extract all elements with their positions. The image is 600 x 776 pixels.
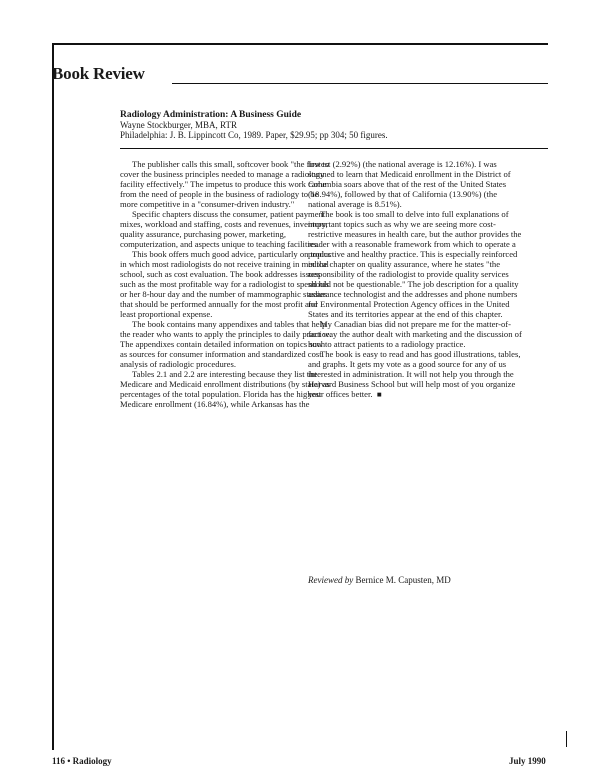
paragraph: This book offers much good advice, particularly on topics in which most radiologists do not receive training in medical school, such as cost evaluation. The book addresses issues such as the most profitable way for a radiologist to spend his or her 8-hour day and the number of mammographic studies that should be performed annually for the most profit and least proportional expense. (120, 249, 332, 319)
paragraph: Specific chapters discuss the consumer, patient payment mixes, workload and staffing, costs and revenues, inventory, quality assurance, purchasing power, marketing, computerization, and aspects unique to teaching facilities. (120, 209, 328, 249)
top-rule (52, 43, 548, 45)
section-heading: Book Review (52, 64, 145, 83)
left-text-column (120, 159, 334, 409)
paragraph: The book is too small to delve into full explanations of important topics such as why we are seeing more cost-restrictive measures in health care, but the author provides the reader with a reasonable framework from which to operate a productive and healthy practice. This is especially reinforced in the chapter on quality assurance, where he states "the responsibility of the radiologist to provide quality services should not be questionable." The job description for a quality assurance technologist and the addresses and phone numbers for Environmental Protection Agency offices in the United States and its territories appear at the end of this chapter. (308, 209, 522, 319)
heading-rule (172, 83, 548, 84)
paragraph: Tables 2.1 and 2.2 are interesting because they list the Medicare and Medicaid enrollment distributions (by state) as percentages of the total population. Florida has the highest Medicare enrollment (16.84%), while Arkansas has the (120, 369, 330, 409)
paragraph-continuation: lowest (2.92%) (the national average is 12.16%). I was stunned to learn that Medicaid enrollment in the District of Columbia soars above that of the rest of the United States (18.94%), followed by that of California (13.90%) (the national average is 8.51%). (308, 159, 511, 209)
reviewed-by-label: Reviewed by (308, 575, 354, 585)
paragraph: The book contains many appendixes and tables that help the reader who wants to apply the principles to daily practice. The appendixes contain detailed information on topics such as sources for consumer information and standardized cost analysis of radiologic procedures. (120, 319, 332, 369)
book-author: Wayne Stockburger, MBA, RTR (120, 120, 237, 130)
citation-rule (120, 148, 548, 149)
book-title: Radiology Administration: A Business Guide (120, 110, 302, 120)
right-text-column (308, 159, 522, 400)
book-citation (120, 110, 548, 140)
reviewer-credit (308, 575, 451, 585)
corner-tick-mark (566, 731, 567, 747)
paragraph: My Canadian bias did not prepare me for the matter-of-fact way the author dealt with marketing and the discussion of how to attract patients to a radiology practice. (308, 319, 522, 349)
paragraph: The publisher calls this small, softcover book "the first to cover the business principles needed to manage a radiology facility effectively." The impetus to produce this work came from the need of people in the business of radiology to be more competitive in a "consumer-driven industry." (120, 159, 330, 209)
reviewer-name: Bernice M. Capusten, MD (355, 575, 451, 585)
footer-page-journal: 116 • Radiology (52, 756, 112, 766)
paragraph-text: The book is easy to read and has good illustrations, tables, and graphs. It gets my vote as a good source for any of us interested in administration. It will not help you through the Harvard Business School but will help most of you organize your offices better. (308, 349, 521, 399)
end-of-article-square-icon: ■ (376, 390, 382, 399)
footer-date: July 1990 (509, 756, 546, 766)
left-margin-rule (52, 43, 54, 750)
paragraph (308, 349, 522, 400)
book-publication-details: Philadelphia: J. B. Lippincott Co, 1989. Paper, $29.95; pp 304; 50 figures. (120, 130, 388, 140)
